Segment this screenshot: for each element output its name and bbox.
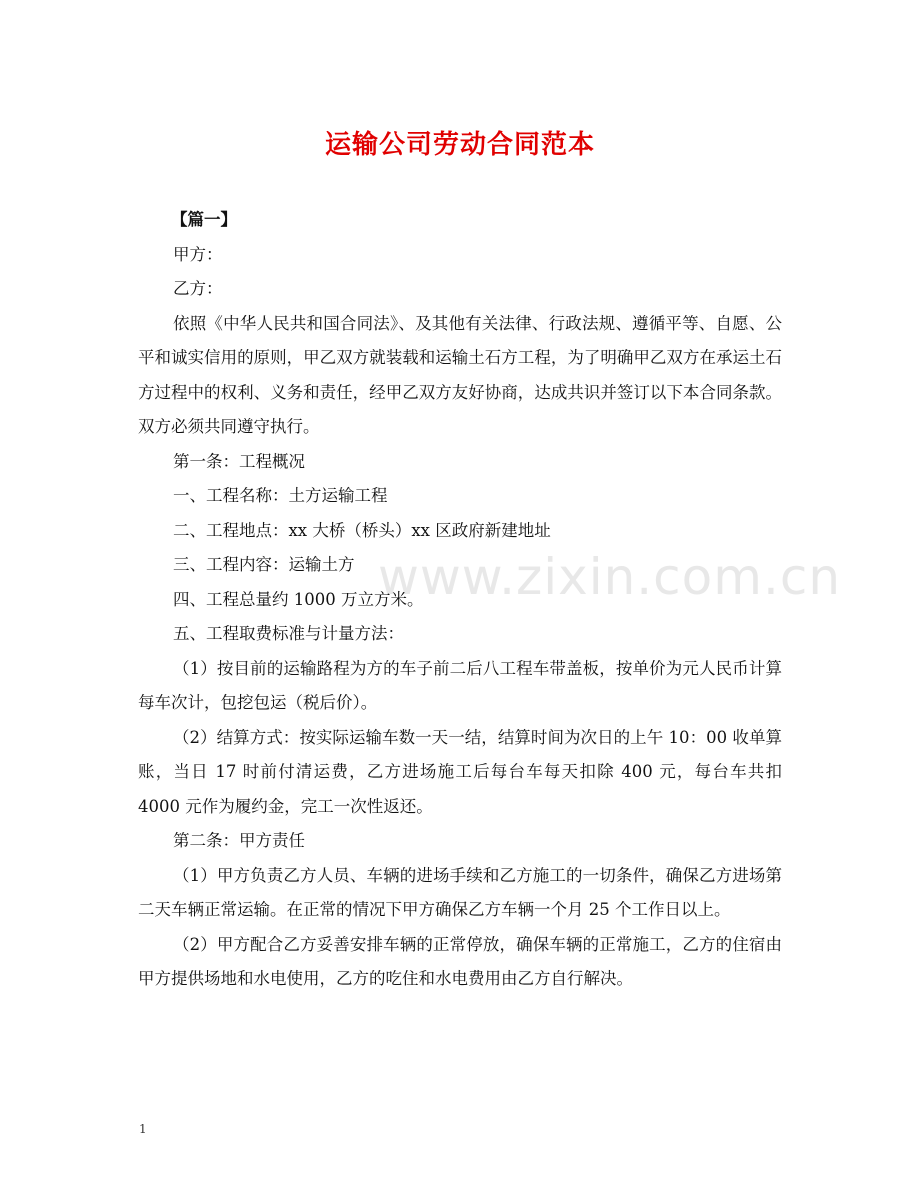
party-a-line: 甲方： [173, 244, 223, 264]
article-two-heading: 第二条：甲方责任 [173, 831, 305, 850]
project-volume-line: 四、工程总量约 1000 万立方米。 [173, 589, 424, 609]
section-heading: 【篇一】 [171, 210, 237, 229]
preamble-paragraph: 依照《中华人民共和国合同法》、及其他有关法律、行政法规、遵循平等、自愿、公平和诚实信用的原则，甲乙双方就装载和运输土石方工程，为了明确甲乙双方在承运土石方过程中的权利、义务和责任，经甲乙双方友好协商，达成共识并签订以下本合同条款。双方必须共同遵守执行。 [138, 313, 782, 436]
document-body [138, 203, 782, 997]
party-b-line: 乙方： [173, 279, 223, 298]
party-a-duty-2: （2）甲方配合乙方妥善安排车辆的正常停放，确保车辆的正常施工，乙方的住宿由甲方提供场地和水电使用，乙方的吃住和水电费用由乙方自行解决。 [138, 934, 782, 988]
party-a-duty-1: （1）甲方负责乙方人员、车辆的进场手续和乙方施工的一切条件，确保乙方进场第二天车辆正常运输。在正常的情况下甲方确保乙方车辆一个月 25 个工作日以上。 [138, 865, 782, 919]
article-one-heading: 第一条：工程概况 [173, 451, 305, 471]
project-location-line: 二、工程地点：xx 大桥（桥头）xx 区政府新建地址 [173, 520, 551, 540]
document-title: 运输公司劳动合同范本 [324, 130, 595, 160]
fee-clause-1: （1）按目前的运输路程为方的车子前二后八工程车带盖板，按单价为元人民币计算每车次计，包挖包运（税后价）。 [138, 658, 782, 712]
fee-clause-2: （2）结算方式：按实际运输车数一天一结，结算时间为次日的上午 10：00 收单算账，当日 17 时前付清运费，乙方进场施工后每台车每天扣除 400 元，每台车共扣 4000 元作为履约金，完工一次性返还。 [138, 727, 782, 816]
project-content-line: 三、工程内容：运输土方 [173, 555, 355, 574]
watermark: www.zixin.com.cn [378, 548, 842, 606]
project-name-line: 一、工程名称：土方运输工程 [173, 486, 388, 505]
fee-standard-line: 五、工程取费标准与计量方法： [173, 624, 404, 643]
page-number: 1 [139, 1122, 147, 1136]
